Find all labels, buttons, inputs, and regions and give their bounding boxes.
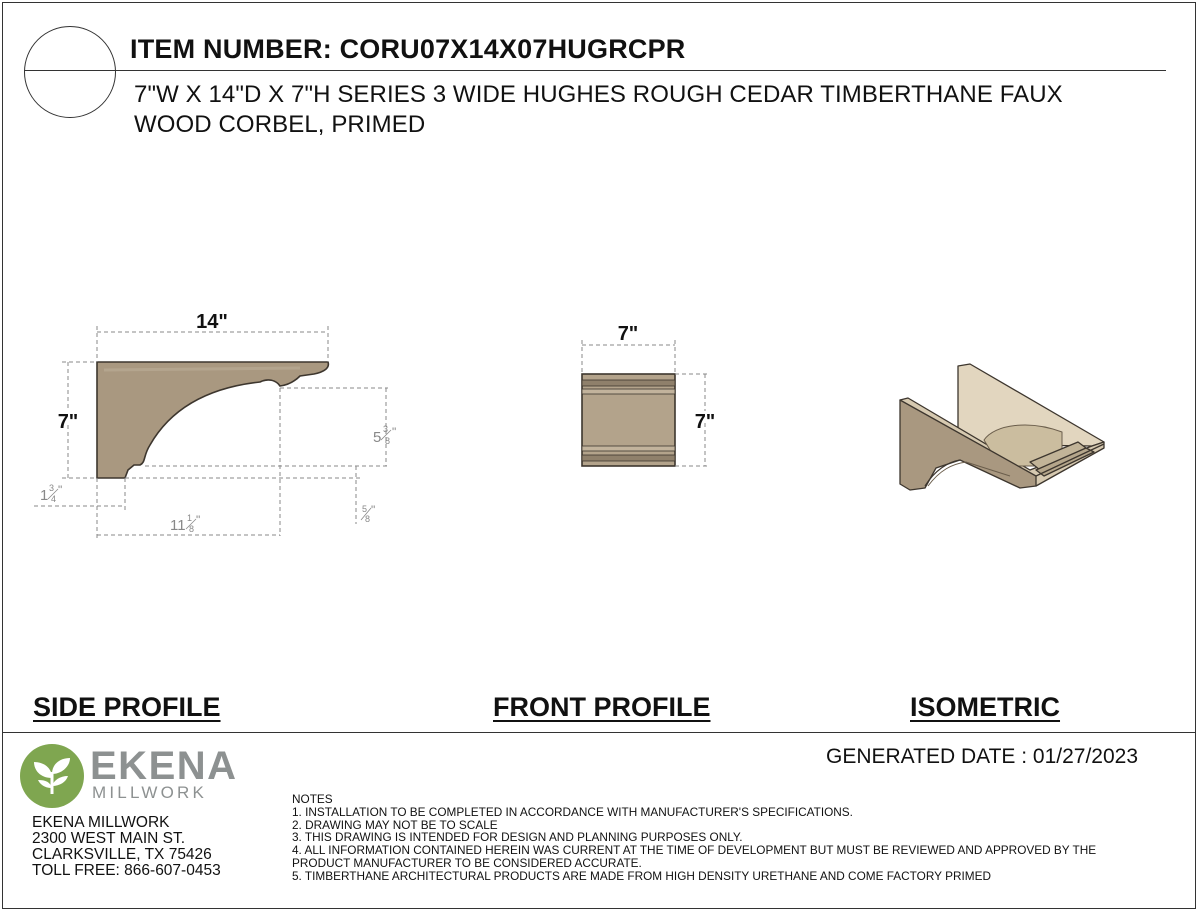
side-toe-dim: [40, 483, 62, 504]
dim-num: 3: [383, 424, 389, 434]
note-line: 5. TIMBERTHANE ARCHITECTURAL PRODUCTS ARE MADE FROM HIGH DENSITY URETHANE AND COME FACTORY PRIMED: [292, 868, 991, 883]
note-line: 4. ALL INFORMATION CONTAINED HEREIN WAS CURRENT AT THE TIME OF DEVELOPMENT BUT MUST BE REVIEWED AND APPROVED BY THE: [292, 843, 1097, 858]
dim-num: 1: [187, 513, 193, 523]
dim-den: 8: [365, 514, 371, 524]
front-height-dim: 7": [694, 411, 716, 433]
footer-rule: [2, 732, 1196, 733]
dim-whole: 11: [170, 517, 186, 534]
dim-den: 4: [51, 494, 57, 504]
leaf-logo-icon: [20, 744, 84, 808]
company-phone: TOLL FREE: 866-607-0453: [32, 862, 221, 879]
side-profile-shape: [97, 362, 328, 478]
brand-subtitle: MILLWORK: [92, 783, 208, 802]
company-name: EKENA MILLWORK: [32, 814, 170, 831]
item-number: ITEM NUMBER: CORU07X14X07HUGRCPR: [130, 34, 686, 64]
company-address: [32, 815, 221, 879]
dim-den: 8: [385, 436, 391, 446]
notes-title: NOTES: [292, 792, 333, 806]
dim-num: 3: [49, 483, 55, 493]
company-city: CLARKSVILLE, TX 75426: [32, 846, 212, 863]
dim-unit: ": [196, 513, 201, 527]
side-span-dim: [170, 513, 200, 534]
side-height-dim: 7": [57, 411, 79, 433]
side-inner-height-dim: [373, 424, 396, 446]
description-line-2: WOOD CORBEL, PRIMED: [134, 111, 426, 138]
isometric-drawing: [900, 364, 1104, 490]
side-depth-dim: 14": [196, 311, 228, 333]
isometric-label: ISOMETRIC: [910, 692, 1061, 722]
notes-block: [292, 793, 1096, 883]
side-lip-dim: [361, 503, 375, 524]
dim-unit: ": [58, 483, 63, 497]
front-profile-label: FRONT PROFILE: [493, 692, 711, 722]
front-profile-drawing: [582, 323, 715, 466]
note-line: PRODUCT MANUFACTURER TO BE CONSIDERED ACCURATE.: [292, 855, 642, 870]
note-line: 1. INSTALLATION TO BE COMPLETED IN ACCORDANCE WITH MANUFACTURER'S SPECIFICATIONS.: [292, 804, 853, 819]
company-street: 2300 WEST MAIN ST.: [32, 830, 186, 847]
brand-name: EKENA: [90, 744, 238, 788]
dim-unit: ": [392, 425, 397, 439]
side-profile-drawing: [34, 311, 396, 540]
dim-den: 8: [189, 524, 195, 534]
dim-unit: ": [371, 503, 376, 517]
note-line: 2. DRAWING MAY NOT BE TO SCALE: [292, 817, 498, 832]
dim-num: 5: [362, 504, 368, 514]
description-line-1: 7"W X 14"D X 7"H SERIES 3 WIDE HUGHES ROUGH CEDAR TIMBERTHANE FAUX: [134, 81, 1063, 108]
note-line: 3. THIS DRAWING IS INTENDED FOR DESIGN AND PLANNING PURPOSES ONLY.: [292, 830, 743, 845]
front-width-dim: 7": [617, 323, 639, 345]
side-profile-label: SIDE PROFILE: [33, 692, 221, 722]
dim-whole: 5: [373, 429, 382, 446]
generated-date: GENERATED DATE : 01/27/2023: [826, 745, 1139, 768]
front-profile-shape: [582, 374, 675, 466]
dim-whole: 1: [40, 487, 49, 504]
